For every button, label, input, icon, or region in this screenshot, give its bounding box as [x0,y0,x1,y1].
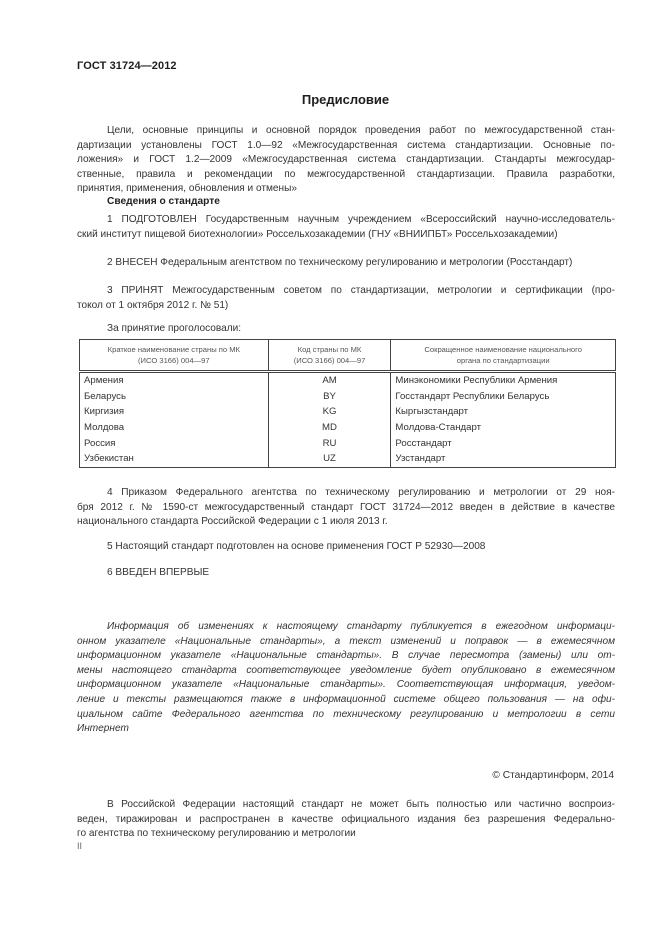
table-row [80,389,616,405]
item-2-paragraph [77,256,615,271]
agency-cell: Молдова-Стандарт [391,420,616,436]
item-1-paragraph [77,213,615,242]
agency-cell: Госстандарт Республики Беларусь [391,389,616,405]
text-line: 5 Настоящий стандарт подготовлен на основе применения ГОСТ Р 52930—2008 [107,541,486,552]
text-line: веден, тиражирован и распространен в качестве официального издания без разрешения Федерально- [77,813,615,825]
rights-paragraph [77,798,615,842]
text-line: информационном указателе «Национальные стандарты». Соответствующая информация, уведом- [77,679,615,691]
text-line: го агентства по техническому регулированию и метрологии [77,828,356,840]
text-line: 6 ВВЕДЕН ВПЕРВЫЕ [107,567,210,578]
text-line: ложения» и ГОСТ 1.2—2009 «Межгосударственная система стандартизации. Стандарты межгосудар- [77,154,615,166]
text-line: ление и тексты размещаются также в информационной системе общего пользования — на офи- [77,693,615,705]
text-line: В Российской Федерации настоящий стандарт не может быть полностью или частично воспроиз- [107,799,615,810]
code-cell: BY [268,389,391,405]
item-3-paragraph [77,284,615,313]
text-line: Цели, основные принципы и основной порядок проведения работ по межгосударственной стан- [107,125,615,136]
text-line: 2 ВНЕСЕН Федеральным агентством по техническому регулированию и метрологии (Росстандарт) [107,257,573,268]
text-line: дартизации установлены ГОСТ 1.0—92 «Межгосударственная система стандартизации. Основные по- [77,139,615,151]
page-number: II [77,841,83,851]
table-row [80,451,616,467]
country-cell: Киргизия [80,404,269,420]
text-line: Интернет [77,723,129,735]
agency-cell: Кыргызстандарт [391,404,616,420]
text-line: токол от 1 октября 2012 г. № 51) [77,299,229,311]
copyright-notice: © Стандартинформ, 2014 [492,770,614,781]
agency-cell: Росстандарт [391,435,616,451]
text-line: 4 Приказом Федерального агентства по техническому регулированию и метрологии от 29 ноя- [107,487,615,498]
agency-cell: Минэкономики Республики Армения [391,372,616,389]
table-header-row [80,340,616,372]
table-row [80,435,616,451]
country-cell: Россия [80,435,269,451]
country-cell: Узбекистан [80,451,269,467]
text-line: 3 ПРИНЯТ Межгосударственным советом по стандартизации, метрологии и сертификации (про- [107,285,615,296]
column-header-country: Краткое наименование страны по МК (ИСО 3166) 004—97 [80,340,269,372]
code-cell: UZ [268,451,391,467]
country-cell: Армения [80,372,269,389]
voting-countries-table [79,339,616,468]
page-title: Предисловие [301,92,390,107]
text-line: бря 2012 г. № 1590-ст межгосударственный стандарт ГОСТ 31724—2012 введен в действие в качестве [77,501,615,513]
changes-notice-paragraph [77,620,615,737]
text-line: ственные, правила и рекомендации по межгосударственной стандартизации. Правила разработки, [77,168,615,180]
text-line: информационном указателе «Национальные стандарты». В случае пересмотра (замены) или от- [77,650,615,662]
agency-cell: Узстандарт [391,451,616,467]
text-line: принятия, применения, обновления и отмены» [77,183,297,195]
item-5-paragraph [77,540,615,555]
item-6-paragraph [77,566,615,581]
text-line: онном указателе «Национальные стандарты», а текст изменений и поправок — в ежемесячном [77,635,615,647]
text-line: Информация об изменениях к настоящему стандарту публикуется в ежегодном информаци- [107,621,615,632]
vote-intro: За принятие проголосовали: [107,323,242,334]
intro-paragraph [77,124,615,197]
country-cell: Молдова [80,420,269,436]
text-line: 1 ПОДГОТОВЛЕН Государственным научным учреждением «Всероссийский научно-исследователь- [107,214,615,225]
text-line: мены настоящего стандарта соответствующее уведомление будет опубликовано в ежемесячном [77,664,615,676]
code-cell: KG [268,404,391,420]
code-cell: AM [268,372,391,389]
code-cell: MD [268,420,391,436]
text-line: циальном сайте Федерального агентства по техническому регулированию и метрологии в сети [77,708,615,720]
column-header-agency: Сокращенное наименование национального органа по стандартизации [391,340,616,372]
column-header-code: Код страны по МК (ИСО 3166) 004—97 [268,340,391,372]
text-line: национального стандарта Российской Федерации с 1 июля 2013 г. [77,516,388,528]
document-code-header: ГОСТ 31724—2012 [77,60,177,72]
table-row [80,420,616,436]
item-4-paragraph [77,486,615,530]
text-line: ский институт пищевой биотехнологии» Россельхозакадемии (ГНУ «ВНИИПБТ» Россельхозакадемии) [77,228,558,240]
section-title: Сведения о стандарте [107,196,220,207]
table-row [80,404,616,420]
country-cell: Беларусь [80,389,269,405]
code-cell: RU [268,435,391,451]
table-row [80,372,616,389]
